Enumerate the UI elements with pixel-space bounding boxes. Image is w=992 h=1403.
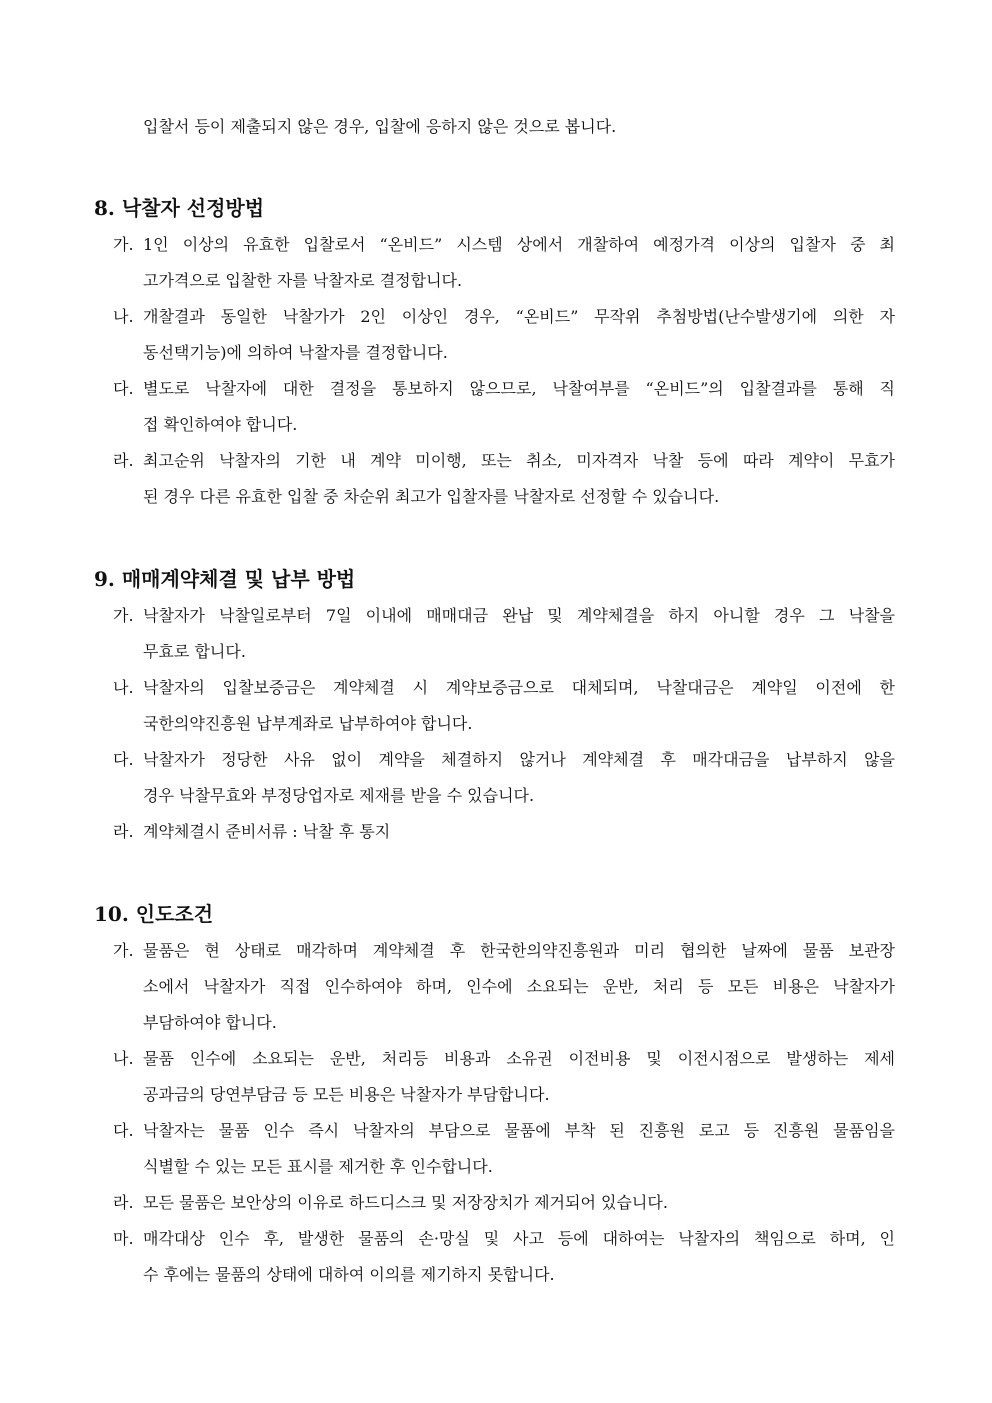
list-item-line: 무효로 합니다. <box>143 642 246 661</box>
list-item-line: 동선택기능)에 의하여 낙찰자를 결정합니다. <box>143 343 448 362</box>
list-marker: 다. <box>113 379 134 398</box>
list-marker: 가. <box>113 606 134 625</box>
list-item-line: 경우 낙찰무효와 부정당업자로 제재를 받을 수 있습니다. <box>143 786 535 805</box>
section-title: 10. 인도조건 <box>94 902 214 926</box>
list-item-line: 별도로 낙찰자에 대한 결정을 통보하지 않으므로, 낙찰여부를 “온비드”의 입찰결과를 통해 직 <box>143 379 895 398</box>
list-item-line: 공과금의 당연부담금 등 모든 비용은 낙찰자가 부담합니다. <box>143 1085 550 1104</box>
list-marker: 라. <box>113 1193 134 1212</box>
list-item-line: 낙찰자가 정당한 사유 없이 계약을 체결하지 않거나 계약체결 후 매각대금을 납부하지 않을 <box>143 750 895 769</box>
list-item-line: 개찰결과 동일한 낙찰가가 2인 이상인 경우, “온비드” 무작위 추첨방법(난수발생기에 의한 자 <box>143 307 895 326</box>
list-item-line: 소에서 낙찰자가 직접 인수하여야 하며, 인수에 소요되는 운반, 처리 등 모든 비용은 낙찰자가 <box>143 977 895 996</box>
list-item-line: 낙찰자가 낙찰일로부터 7일 이내에 매매대금 완납 및 계약체결을 하지 아니할 경우 그 낙찰을 <box>143 606 895 625</box>
list-item-line: 부담하여야 합니다. <box>143 1013 277 1032</box>
list-marker: 나. <box>113 1049 134 1068</box>
list-item-line: 낙찰자의 입찰보증금은 계약체결 시 계약보증금으로 대체되며, 낙찰대금은 계약일 이전에 한 <box>143 678 895 697</box>
list-item-line: 식별할 수 있는 모든 표시를 제거한 후 인수합니다. <box>143 1157 493 1176</box>
list-marker: 마. <box>113 1229 134 1248</box>
section-title: 8. 낙찰자 선정방법 <box>94 196 265 220</box>
list-item-line: 된 경우 다른 유효한 입찰 중 차순위 최고가 입찰자를 낙찰자로 선정할 수 있습니다. <box>143 487 720 506</box>
list-marker: 라. <box>113 451 134 470</box>
list-item-line: 물품 인수에 소요되는 운반, 처리등 비용과 소유권 이전비용 및 이전시점으로 발생하는 제세 <box>143 1049 895 1068</box>
list-item-line: 물품은 현 상태로 매각하며 계약체결 후 한국한의약진흥원과 미리 협의한 날짜에 물품 보관장 <box>143 941 895 960</box>
list-marker: 가. <box>113 941 134 960</box>
list-marker: 나. <box>113 678 134 697</box>
list-marker: 라. <box>113 822 134 841</box>
list-item-line: 고가격으로 입찰한 자를 낙찰자로 결정합니다. <box>143 271 463 290</box>
list-marker: 다. <box>113 750 134 769</box>
list-item-line: 모든 물품은 보안상의 이유로 하드디스크 및 저장장치가 제거되어 있습니다. <box>143 1193 668 1212</box>
list-item-line: 1인 이상의 유효한 입찰로서 “온비드” 시스템 상에서 개찰하여 예정가격 이상의 입찰자 중 최 <box>143 235 895 254</box>
intro-paragraph: 입찰서 등이 제출되지 않은 경우, 입찰에 응하지 않은 것으로 봅니다. <box>143 117 617 136</box>
list-item-line: 매각대상 인수 후, 발생한 물품의 손·망실 및 사고 등에 대하여는 낙찰자의 책임으로 하며, 인 <box>143 1229 895 1248</box>
list-marker: 다. <box>113 1121 134 1140</box>
list-item-line: 국한의약진흥원 납부계좌로 납부하여야 합니다. <box>143 714 473 733</box>
list-item-line: 계약체결시 준비서류 : 낙찰 후 통지 <box>143 822 391 841</box>
list-item-line: 접 확인하여야 합니다. <box>143 415 298 434</box>
list-item-line: 최고순위 낙찰자의 기한 내 계약 미이행, 또는 취소, 미자격자 낙찰 등에 따라 계약이 무효가 <box>143 451 895 470</box>
list-marker: 가. <box>113 235 134 254</box>
list-marker: 나. <box>113 307 134 326</box>
section-title: 9. 매매계약체결 및 납부 방법 <box>94 567 356 591</box>
list-item-line: 수 후에는 물품의 상태에 대하여 이의를 제기하지 못합니다. <box>143 1265 555 1284</box>
list-item-line: 낙찰자는 물품 인수 즉시 낙찰자의 부담으로 물품에 부착 된 진흥원 로고 등 진흥원 물품임을 <box>143 1121 895 1140</box>
